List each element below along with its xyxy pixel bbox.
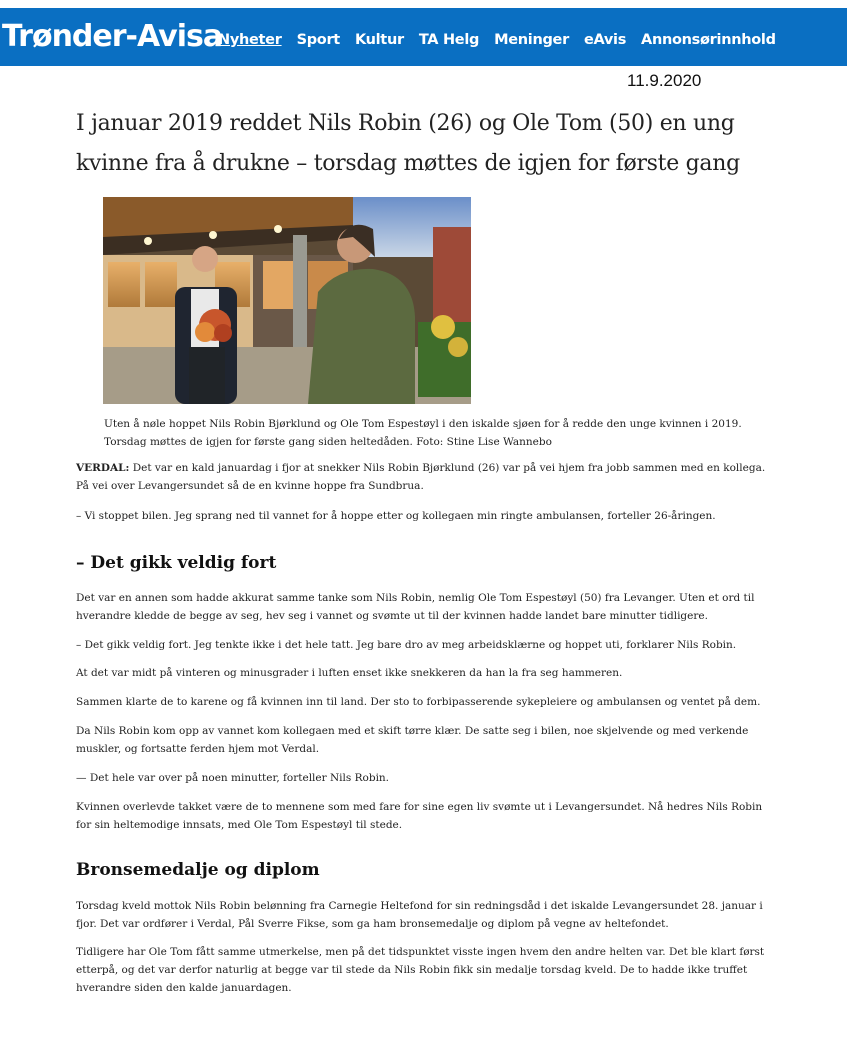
intro-text: Det var en kald januardag i fjor at snekker Nils Robin Bjørklund (26) var på vei hjem fra jobb sammen med en kollega. På vei over Levangersundet så de en kvinne hoppe fra Sundbrua. xyxy=(76,462,766,492)
paragraph-9: Kvinnen overlevde takket være de to mennene som med fare for sine egen liv svømte ut i Levangersundet. Nå hedres Nils Robin for sin heltemodige innsats, med Ole Tom Espestøyl til stede. xyxy=(76,801,763,831)
site-header xyxy=(0,8,847,66)
article-photo xyxy=(103,197,471,404)
nav-nyheter[interactable]: Nyheter xyxy=(218,32,282,48)
nav-eavis[interactable]: eAvis xyxy=(583,32,627,48)
nav-annonsorinnhold[interactable]: Annonsørinnhold xyxy=(641,32,776,48)
paragraph-10: Torsdag kveld mottok Nils Robin belønning fra Carnegie Heltefond for sin redningsdåd i det iskalde Levangersundet 28. januar i fjor. Det var ordfører i Verdal, Pål Sverre Fikse, som ga ham bronsemedalje og diplom på vegne av heltefondet. xyxy=(76,900,763,930)
nav-sport[interactable]: Sport xyxy=(296,32,340,48)
paragraph-3: Det var en annen som hadde akkurat samme tanke som Nils Robin, nemlig Ole Tom Espestøyl (50) fra Levanger. Uten et ord til hverandre kledde de begge av seg, hev seg i vannet og svømte ut til der kvinnen hadde landet bare minutter tidligere. xyxy=(76,592,755,622)
nav-ta-helg[interactable]: TA Helg xyxy=(418,32,480,48)
paragraph-2: – Vi stoppet bilen. Jeg sprang ned til vannet for å hoppe etter og kollegaen min ringte ambulansen, forteller 26-åringen. xyxy=(76,510,716,522)
main-nav xyxy=(218,30,791,50)
nav-kultur[interactable]: Kultur xyxy=(354,32,404,48)
paragraph-4: – Det gikk veldig fort. Jeg tenkte ikke i det hele tatt. Jeg bare dro av meg arbeidsklærne og hoppet uti, forklarer Nils Robin. xyxy=(76,639,737,651)
paragraph-7: Da Nils Robin kom opp av vannet kom kollegaen med et skift tørre klær. De satte seg i bilen, noe skjelvende og med verkende muskler, og fortsatte ferden hjem mot Verdal. xyxy=(76,725,749,755)
paragraph-11: Tidligere har Ole Tom fått samme utmerkelse, men på det tidspunktet visste ingen hvem den andre helten var. Det ble klart først etterpå, og det var derfor naturlig at begge var til stede da Nils Robin fikk sin medalje torsdag kveld. De to hadde ikke truffet hverandre siden den kalde januardagen. xyxy=(76,946,765,994)
photo-illustration xyxy=(103,197,471,404)
subheading-1: – Det gikk veldig fort xyxy=(76,553,277,573)
site-logo[interactable]: Trønder-Avisa xyxy=(2,19,223,54)
paragraph-8: — Det hele var over på noen minutter, forteller Nils Robin. xyxy=(76,772,390,784)
nav-meninger[interactable]: Meninger xyxy=(494,32,569,48)
caption-line-1: Uten å nøle hoppet Nils Robin Bjørklund og Ole Tom Espestøyl i den iskalde sjøen for å redde den unge kvinnen i 2019. xyxy=(104,418,742,430)
paragraph-5: At det var midt på vinteren og minusgrader i luften enset ikke snekkeren da han la fra seg hammeren. xyxy=(76,667,623,679)
publish-date: 11.9.2020 xyxy=(627,71,702,90)
caption-line-2: Torsdag møttes de igjen for første gang siden heltedåden. Foto: Stine Lise Wannebo xyxy=(104,436,552,448)
subheading-2: Bronsemedalje og diplom xyxy=(76,860,320,880)
photo-caption xyxy=(104,415,754,451)
paragraph-6: Sammen klarte de to karene og få kvinnen inn til land. Der sto to forbipasserende sykepleiere og ambulansen og ventet på dem. xyxy=(76,696,761,708)
article-headline: I januar 2019 reddet Nils Robin (26) og Ole Tom (50) en ung kvinne fra å drukne – torsdag møttes de igjen for første gang xyxy=(76,111,740,176)
paragraph-intro xyxy=(76,459,776,495)
dateline: VERDAL: xyxy=(76,462,130,474)
